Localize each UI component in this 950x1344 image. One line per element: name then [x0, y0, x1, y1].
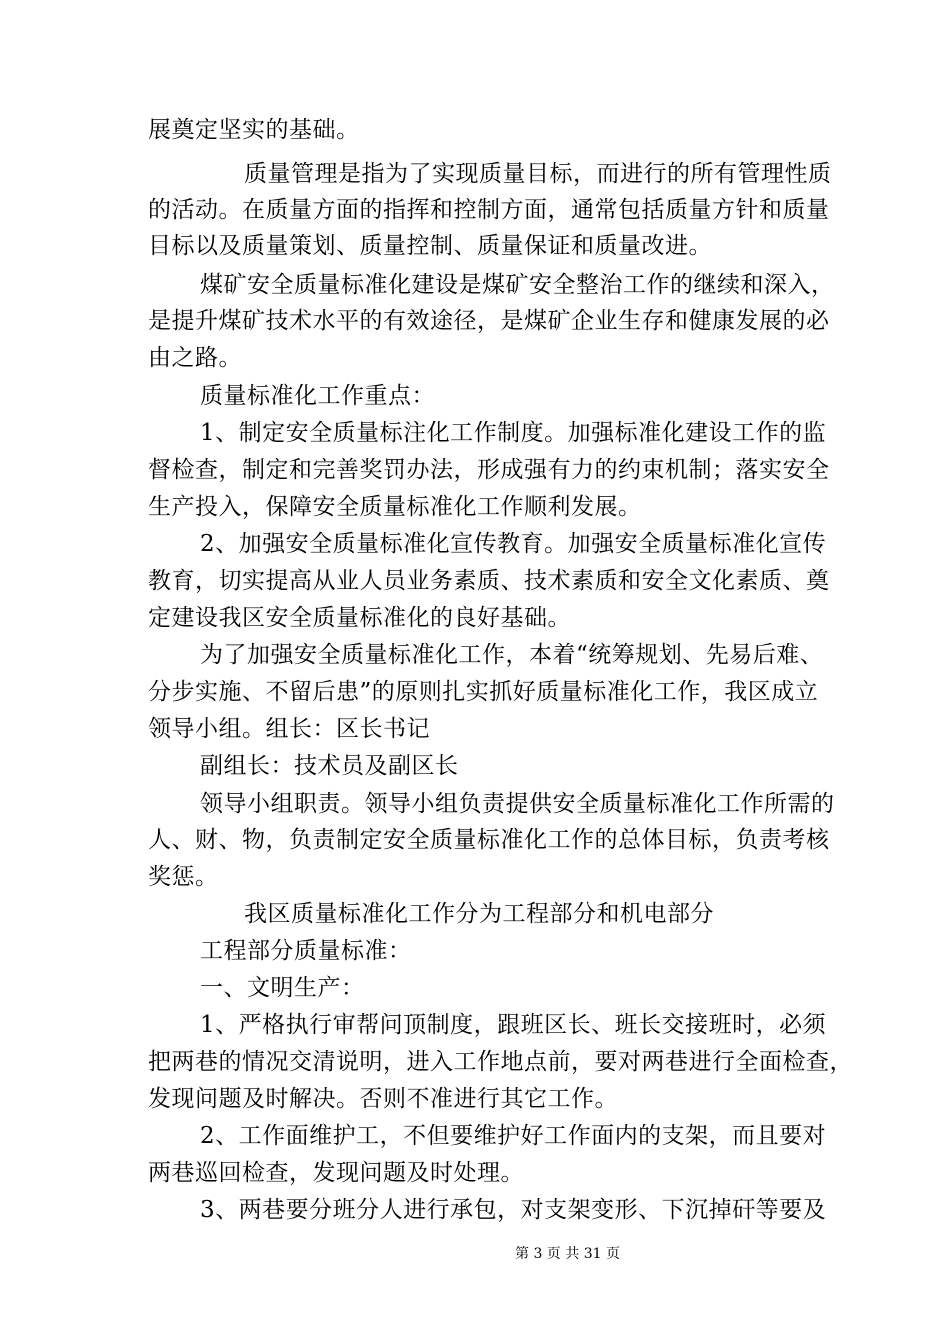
text-line: 展奠定坚实的基础。 [148, 117, 360, 143]
text-line: 的活动。在质量方面的指挥和控制方面，通常包括质量方针和质量 [148, 197, 830, 223]
text-line: 生产投入，保障安全质量标准化工作顺利发展。 [148, 494, 642, 520]
text-line: 领导小组职责。领导小组负责提供安全质量标准化工作所需的 [200, 791, 835, 817]
text-line: 人、财、物，负责制定安全质量标准化工作的总体目标，负责考核 [148, 827, 830, 853]
text-line: 是提升煤矿技术水平的有效途径，是煤矿企业生存和健康发展的必 [148, 308, 830, 334]
text-line: 1、制定安全质量标注化工作制度。加强标准化建设工作的监 [200, 420, 827, 446]
text-line: 由之路。 [148, 345, 242, 371]
text-line: 3、两巷要分班分人进行承包，对支架变形、下沉掉矸等要及 [200, 1197, 827, 1223]
text-line: 定建设我区安全质量标准化的良好基础。 [148, 605, 571, 631]
text-line: 2、加强安全质量标准化宣传教育。加强安全质量标准化宣传 [200, 531, 827, 557]
text-line: 工程部分质量标准： [200, 938, 412, 964]
text-line: 目标以及质量策划、质量控制、质量保证和质量改进。 [148, 233, 712, 259]
text-line: 质量管理是指为了实现质量目标，而进行的所有管理性质 [244, 161, 832, 187]
text-line: 质量标准化工作重点： [200, 383, 435, 409]
text-line: 副组长：技术员及副区长 [200, 753, 459, 779]
text-line: 两巷巡回检查，发现问题及时处理。 [148, 1160, 524, 1186]
text-line: 2、工作面维护工，不但要维护好工作面内的支架，而且要对 [200, 1123, 827, 1149]
text-line: 发现问题及时解决。否则不准进行其它工作。 [148, 1086, 618, 1112]
text-line: 督检查，制定和完善奖罚办法，形成强有力的约束机制；落实安全 [148, 457, 830, 483]
text-line: 分步实施、不留后患”的原则扎实抓好质量标准化工作，我区成立 [148, 679, 819, 705]
text-line: 把两巷的情况交清说明，进入工作地点前，要对两巷进行全面检查， [148, 1049, 853, 1075]
text-line: 1、严格执行审帮问顶制度，跟班区长、班长交接班时，必须 [200, 1012, 827, 1038]
text-line: 煤矿安全质量标准化建设是煤矿安全整治工作的继续和深入， [200, 272, 835, 298]
text-line: 为了加强安全质量标准化工作，本着“统筹规划、先易后难、 [200, 642, 824, 668]
text-line: 我区质量标准化工作分为工程部分和机电部分 [244, 901, 714, 927]
text-line: 一、文明生产： [200, 975, 365, 1001]
text-line: 领导小组。组长：区长书记 [148, 716, 430, 742]
page-number-footer: 第 3 页 共 31 页 [515, 1246, 620, 1262]
text-line: 奖惩。 [148, 864, 219, 890]
text-line: 教育，切实提高从业人员业务素质、技术素质和安全文化素质、奠 [148, 568, 830, 594]
